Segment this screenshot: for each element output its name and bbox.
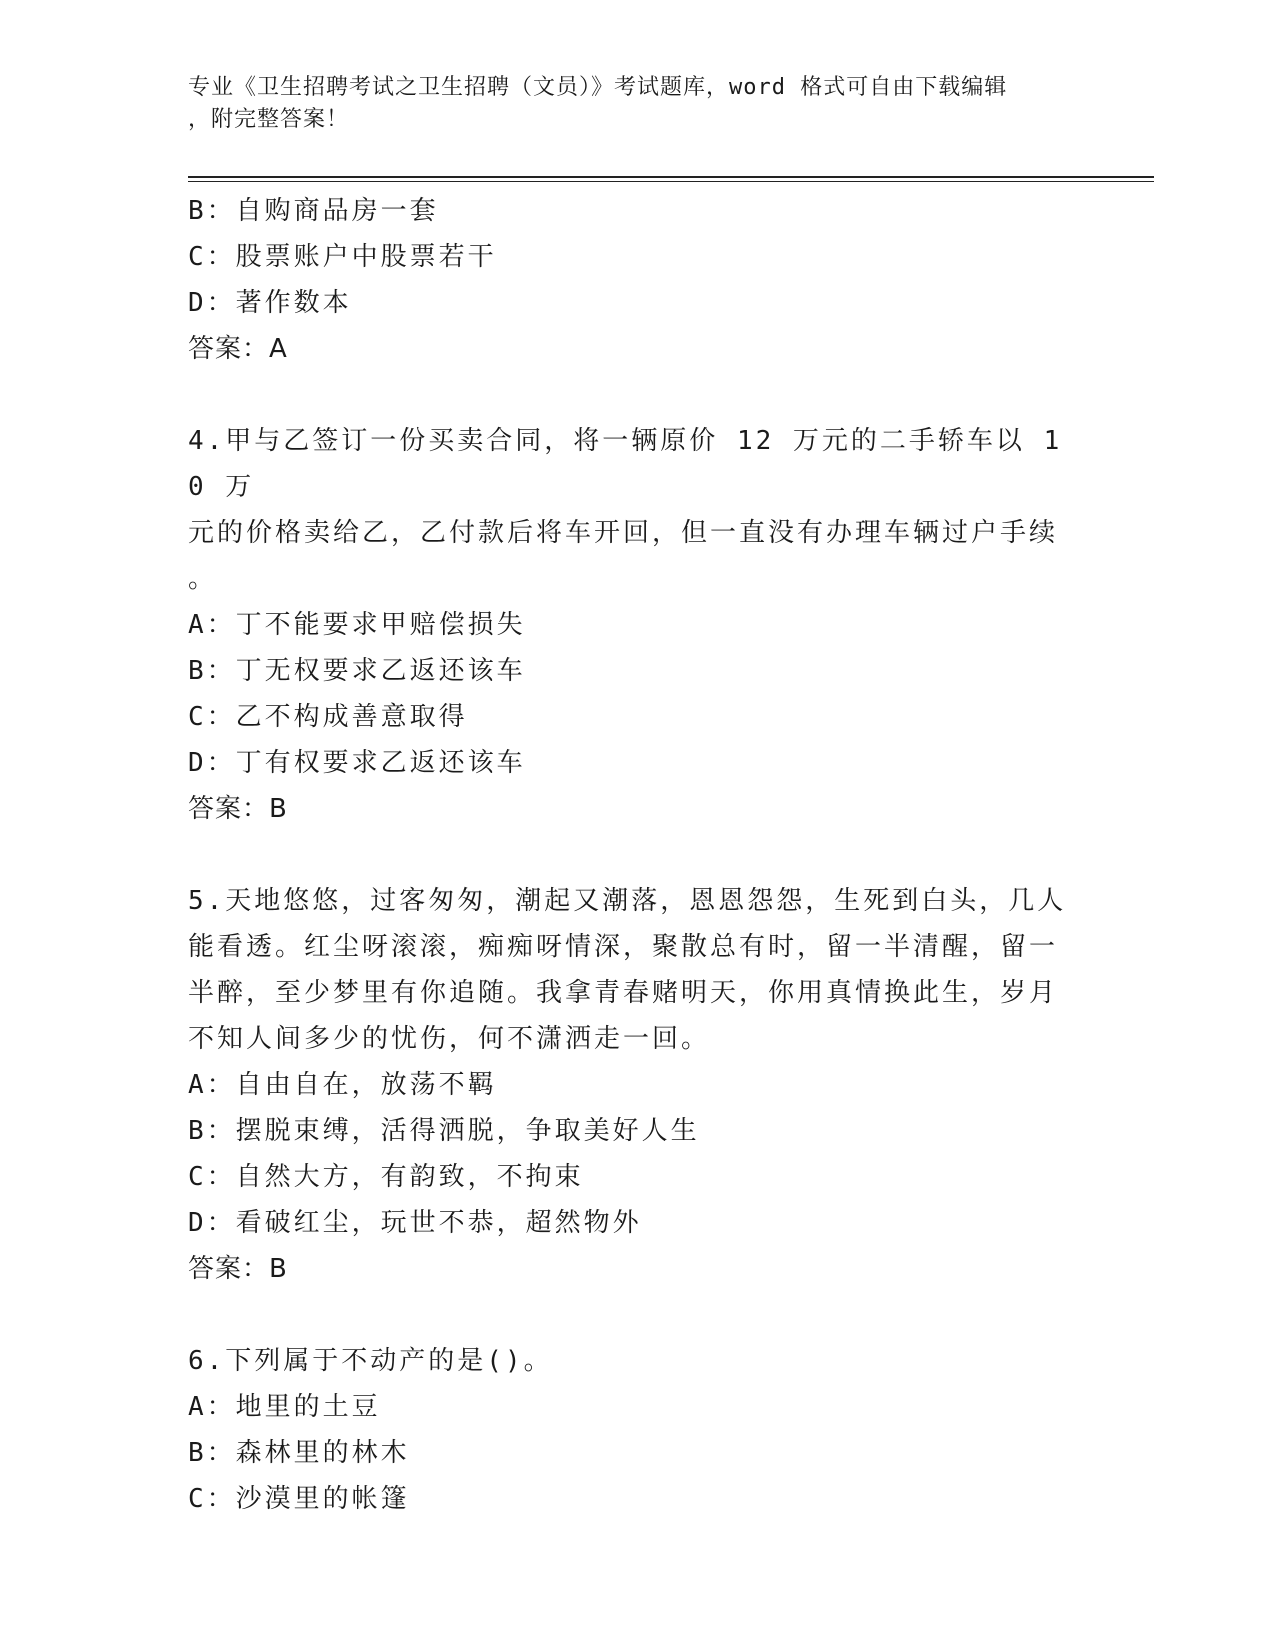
header-line-2: ，附完整答案！ bbox=[188, 107, 350, 132]
answer-label: 答案：B bbox=[188, 794, 288, 824]
answer-label: 答案：A bbox=[188, 334, 288, 364]
question-stem-line: 6.下列属于不动产的是()。 bbox=[188, 1346, 553, 1376]
question-stem-line: 半醉，至少梦里有你追随。我拿青春赌明天，你用真情换此生，岁月 bbox=[188, 978, 1059, 1008]
question-body bbox=[188, 188, 1068, 1522]
header-line-1: 专业《卫生招聘考试之卫生招聘（文员）》考试题库，word 格式可自由下载编辑 bbox=[188, 75, 1008, 100]
option-b: B：森林里的林木 bbox=[188, 1438, 410, 1468]
option-b: B：自购商品房一套 bbox=[188, 196, 439, 226]
option-d: D：丁有权要求乙返还该车 bbox=[188, 748, 526, 778]
question-6 bbox=[188, 1338, 1068, 1522]
option-b: B：摆脱束缚，活得洒脱，争取美好人生 bbox=[188, 1116, 700, 1146]
option-d: D：著作数本 bbox=[188, 288, 352, 318]
question-3 bbox=[188, 188, 1068, 372]
option-a: A：地里的土豆 bbox=[188, 1392, 381, 1422]
header-divider-thin bbox=[188, 181, 1154, 182]
header-divider-thick bbox=[188, 176, 1154, 178]
page-header bbox=[188, 72, 1088, 136]
question-stem-line: 。 bbox=[188, 564, 218, 594]
question-5 bbox=[188, 878, 1068, 1292]
option-d: D：看破红尘，玩世不恭，超然物外 bbox=[188, 1208, 642, 1238]
option-a: A：丁不能要求甲赔偿损失 bbox=[188, 610, 526, 640]
option-c: C：乙不构成善意取得 bbox=[188, 702, 468, 732]
question-stem-line: 5.天地悠悠，过客匆匆，潮起又潮落，恩恩怨怨，生死到白头，几人 bbox=[188, 886, 1067, 916]
option-c: C：自然大方，有韵致，不拘束 bbox=[188, 1162, 584, 1192]
spacer bbox=[188, 372, 1068, 418]
question-stem-line: 不知人间多少的忧伤，何不潇洒走一回。 bbox=[188, 1024, 711, 1054]
question-stem-line: 4.甲与乙签订一份买卖合同，将一辆原价 12 万元的二手轿车以 10 万 bbox=[188, 426, 1063, 502]
option-c: C：股票账户中股票若干 bbox=[188, 242, 497, 272]
question-stem-line: 能看透。红尘呀滚滚，痴痴呀情深，聚散总有时，留一半清醒，留一 bbox=[188, 932, 1059, 962]
spacer bbox=[188, 1292, 1068, 1338]
option-a: A：自由自在，放荡不羁 bbox=[188, 1070, 497, 1100]
question-stem-line: 元的价格卖给乙，乙付款后将车开回，但一直没有办理车辆过户手续 bbox=[188, 518, 1059, 548]
option-b: B：丁无权要求乙返还该车 bbox=[188, 656, 526, 686]
spacer bbox=[188, 832, 1068, 878]
answer-label: 答案：B bbox=[188, 1254, 288, 1284]
question-4 bbox=[188, 418, 1068, 832]
option-c: C：沙漠里的帐篷 bbox=[188, 1484, 410, 1514]
